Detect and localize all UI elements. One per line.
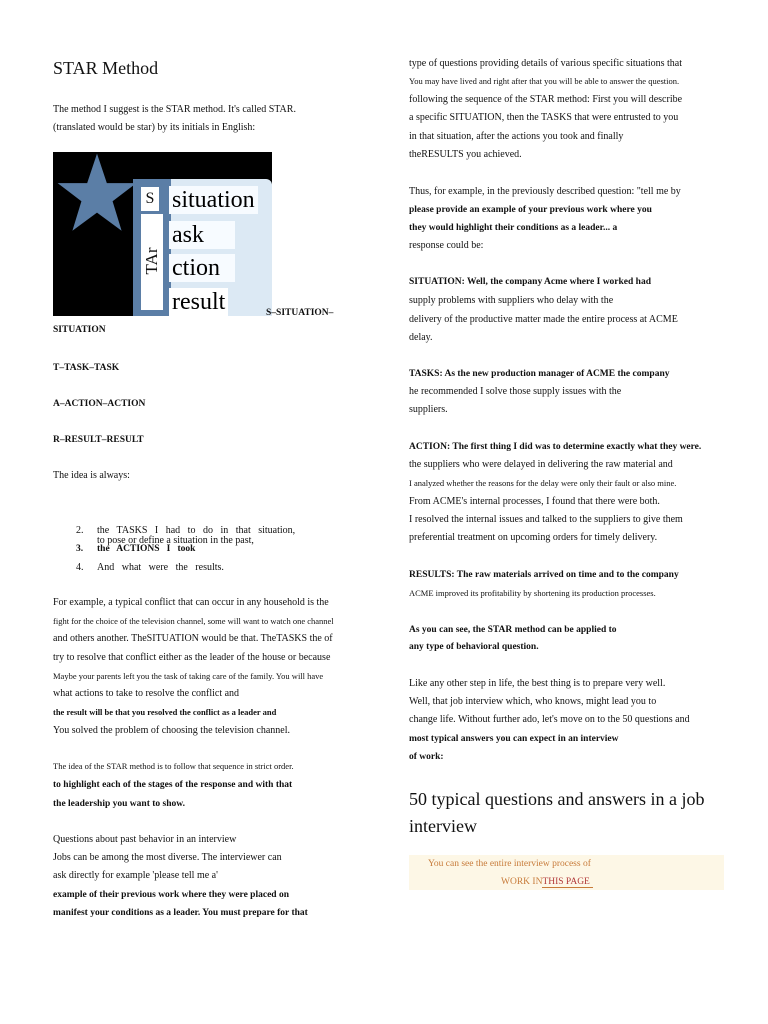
action-line-2: the suppliers who were delayed in delivering the raw material and	[409, 459, 673, 470]
list-item-1: to pose or define a situation in the past,	[97, 535, 254, 546]
like-any-line-2: Well, that job interview which, who knows, might lead you to	[409, 696, 657, 707]
p2-line-4: response could be:	[409, 240, 484, 251]
action-line-5: I resolved the internal issues and talked to the suppliers to give them	[409, 514, 683, 525]
results-line-1: RESULTS: The raw materials arrived on time and to the company	[409, 570, 679, 580]
tasks-line-3: suppliers.	[409, 404, 448, 415]
star-icon	[56, 152, 138, 234]
list-item-2: the TASKS I had to do in that situation,	[97, 525, 296, 536]
list-item-num-3: 3.	[76, 544, 84, 554]
callout-box	[409, 855, 724, 890]
list-item-num-4: 4.	[76, 562, 84, 573]
a-line: A–ACTION–ACTION	[53, 399, 146, 409]
page-title: STAR Method	[53, 58, 159, 78]
callout-line-2	[501, 877, 593, 887]
graphic-word-situation: situation	[169, 186, 258, 214]
example-line-4: try to resolve that conflict either as the leader of the house or because	[53, 652, 331, 663]
list-item-num-2: 2.	[76, 525, 84, 536]
star-applied-line-1: As you can see, the STAR method can be applied to	[409, 625, 617, 635]
intro-line-2: (translated would be star) by its initials in English:	[53, 122, 256, 133]
action-line-4: From ACME's internal processes, I found that there were both.	[409, 496, 660, 507]
example-line-6: what actions to take to resolve the conflict and	[53, 688, 240, 699]
graphic-word-result: result	[169, 288, 228, 316]
p2-line-3: they would highlight their conditions as a leader... a	[409, 223, 618, 233]
like-any-line-1: Like any other step in life, the best thing is to prepare very well.	[409, 678, 666, 689]
graphic-word-action: ction	[169, 254, 235, 282]
situation-line-2: supply problems with suppliers who delay with the	[409, 295, 614, 306]
intro-line-1: The method I suggest is the STAR method. It's called STAR.	[53, 104, 296, 115]
results-line-2: ACME improved its profitability by shortening its production processes.	[409, 588, 656, 598]
p1-line-3: following the sequence of the STAR method: First you will describe	[409, 94, 683, 105]
p2-line-2: please provide an example of your previous work where you	[409, 205, 652, 215]
situation-line-3: delivery of the productive matter made the entire process at ACME	[409, 314, 678, 325]
example-line-5: Maybe your parents left you the task of taking care of the family. You will have	[53, 671, 324, 681]
action-line-6: preferential treatment on upcoming orders for timely delivery.	[409, 532, 658, 543]
questions-line-5: manifest your conditions as a leader. You must prepare for that	[53, 908, 308, 918]
situation-line-1: SITUATION: Well, the company Acme where I worked had	[409, 277, 651, 287]
action-line-3: I analyzed whether the reasons for the delay were only their fault or also mine.	[409, 478, 677, 488]
questions-line-1: Questions about past behavior in an interview	[53, 834, 237, 845]
sequence-line-2: to highlight each of the stages of the response and with that	[53, 780, 293, 790]
like-any-line-5: of work:	[409, 752, 444, 762]
star-applied-line-2: any type of behavioral question.	[409, 642, 539, 652]
s-line-wrap: SITUATION	[53, 325, 106, 335]
p1-line-5: in that situation, after the actions you took and finally	[409, 131, 624, 142]
example-line-8: You solved the problem of choosing the television channel.	[53, 725, 291, 736]
p1-line-6: theRESULTS you achieved.	[409, 149, 522, 160]
t-line: T–TASK–TASK	[53, 363, 120, 373]
r-line: R–RESULT–RESULT	[53, 435, 144, 445]
idea-always: The idea is always:	[53, 470, 130, 481]
tasks-line-2: he recommended I solve those supply issues with the	[409, 386, 622, 397]
list-item-4: And what were the results.	[97, 562, 224, 573]
callout-line-1: You can see the entire interview process of	[428, 859, 591, 869]
like-any-line-3: change life. Without further ado, let's move on to the 50 questions and	[409, 714, 690, 725]
example-line-1: For example, a typical conflict that can occur in any household is the	[53, 597, 329, 608]
example-line-2: fight for the choice of the television channel, some will want to watch one channel	[53, 616, 334, 626]
questions-line-2: Jobs can be among the most diverse. The interviewer can	[53, 852, 282, 863]
p2-line-1: Thus, for example, in the previously described question: "tell me by	[409, 186, 681, 197]
this-page-link[interactable]: THIS PAGE	[542, 877, 592, 888]
p1-line-2: You may have lived and right after that you will be able to answer the question.	[409, 76, 680, 86]
example-line-3: and others another. TheSITUATION would be that. TheTASKS the of	[53, 633, 333, 644]
situation-line-4: delay.	[409, 332, 433, 343]
graphic-vertical-text: TAr	[141, 214, 163, 310]
list-item-3: the ACTIONS I took	[97, 544, 196, 554]
star-method-graphic	[53, 152, 272, 316]
sequence-line-3: the leadership you want to show.	[53, 799, 185, 809]
tasks-line-1: TASKS: As the new production manager of ACME the company	[409, 369, 670, 379]
like-any-line-4: most typical answers you can expect in an interview	[409, 734, 619, 744]
questions-line-3: ask directly for example 'please tell me a'	[53, 870, 218, 881]
action-line-1: ACTION: The first thing I did was to determine exactly what they were.	[409, 442, 702, 452]
questions-line-4: example of their previous work where they were placed on	[53, 890, 289, 900]
s-line-tail: S–SITUATION–	[266, 308, 334, 318]
callout-prefix: WORK IN	[501, 877, 543, 887]
p1-line-4: a specific SITUATION, then the TASKS that were entrusted to you	[409, 112, 679, 123]
section-heading: 50 typical questions and answers in a job interview	[409, 789, 705, 836]
sequence-line-1: The idea of the STAR method is to follow that sequence in strict order.	[53, 761, 294, 771]
p1-line-1: type of questions providing details of various specific situations that	[409, 58, 683, 69]
example-line-7: the result will be that you resolved the conflict as a leader and	[53, 707, 277, 717]
graphic-letter-s: S	[141, 187, 159, 211]
graphic-word-task: ask	[169, 221, 235, 249]
